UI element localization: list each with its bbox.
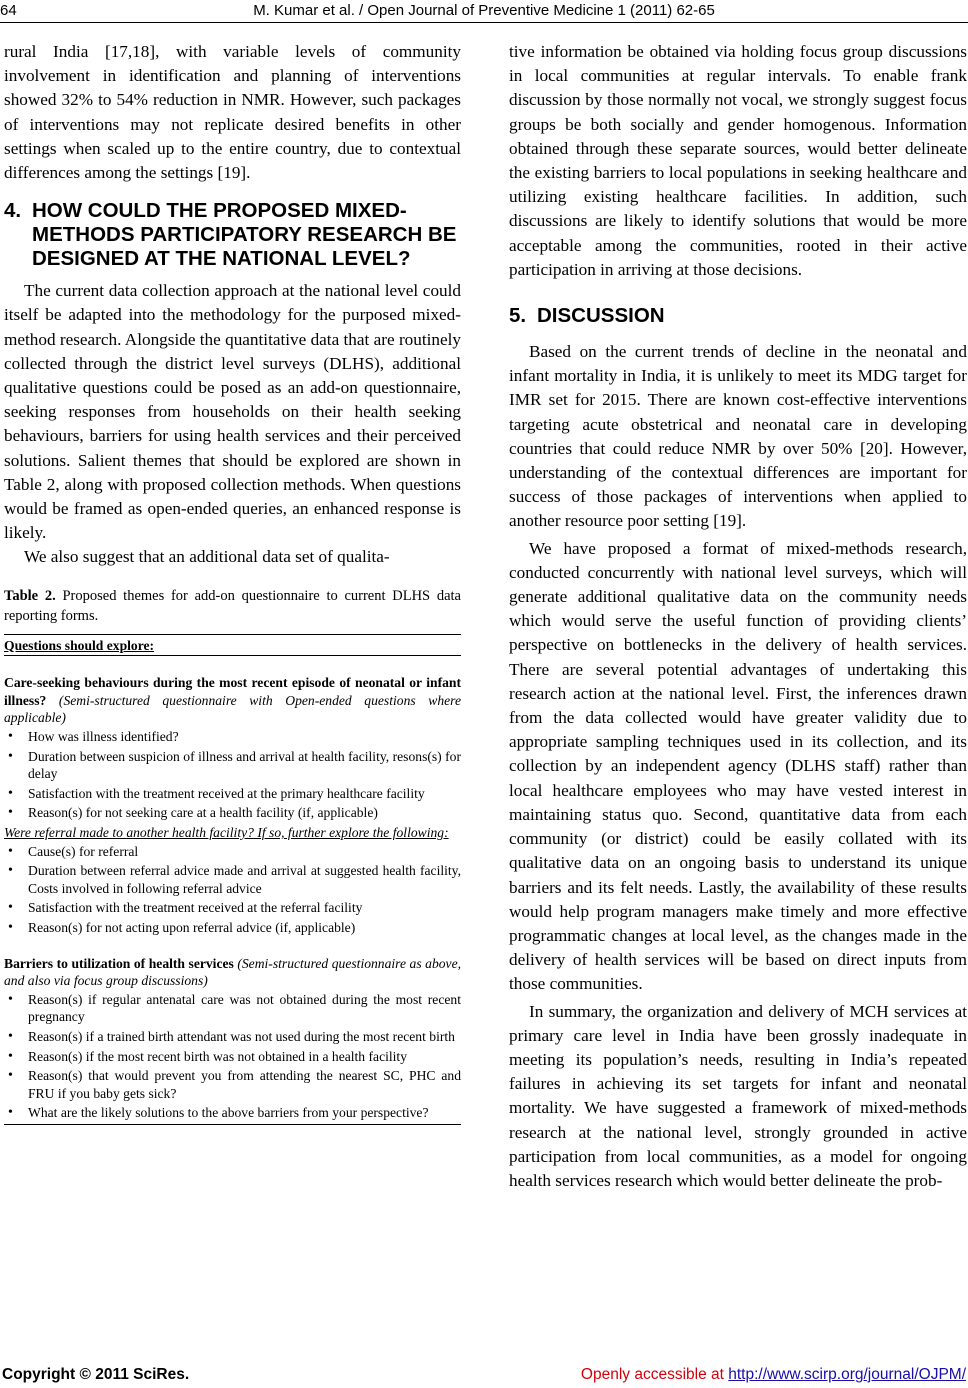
left-column (4, 40, 461, 1125)
table-caption (4, 586, 461, 626)
table-caption-text: Proposed themes for add-on questionnaire to current DLHS data reporting forms. (4, 587, 461, 624)
discussion-paragraph-3: In summary, the organization and delivery of MCH services at primary care level in India have been grossly inadequate in meeting its population’s needs, resulting in India’s repeated failures in achieving its set targets for infant and neonatal mortality. We have suggested a framework of mixed-methods research at the national level, strongly grounded in active participation from local communities, as a model for ongoing health services research which would better delineate the prob- (509, 1001, 967, 1190)
section-4-title: HOW COULD THE PROPOSED MIXED-METHODS PARTICIPATORY RESEARCH BE DESIGNED AT THE NATIONAL LEVEL? (32, 199, 457, 271)
list-item: • Satisfaction with the treatment received at the referral facility (4, 899, 461, 917)
referral-prompt: Were referral made to another health facility? If so, further explore the following: (4, 825, 449, 840)
page-footer (0, 1366, 968, 1386)
table-group-care-seeking (4, 674, 461, 727)
list-item: • Reason(s) for not acting upon referral advice (if, applicable) (4, 919, 461, 937)
copyright: Copyright © 2011 SciRes. (2, 1366, 190, 1383)
intro-paragraph: rural India [17,18], with variable levels of community involvement in identification and planning of interventions showed 32% to 54% reduction in NMR. However, such packages of interventions may not replicate desired benefits in other settings when scaled up to the entire country, due to contextual differences among the settings [19]. (4, 42, 461, 183)
section-5-heading (509, 304, 967, 328)
journal-link[interactable]: http://www.scirp.org/journal/OJPM/ (728, 1366, 966, 1383)
list-item: • Reason(s) if a trained birth attendant was not used during the most recent birth (4, 1028, 461, 1046)
group-1-method: (Semi-structured questionnaire with Open-ended questions where applicable) (4, 692, 461, 726)
open-access-note (581, 1366, 966, 1384)
list-item: • Duration between suspicion of illness and arrival at health facility, resons(s) for delay (4, 748, 461, 783)
running-title: M. Kumar et al. / Open Journal of Preventive Medicine 1 (2011) 62-65 (253, 2, 715, 19)
section-4-number: 4. (4, 199, 22, 223)
section-4-heading (4, 199, 461, 271)
section-5-title: DISCUSSION (537, 304, 665, 328)
list-item: • Reason(s) if regular antenatal care was not obtained during the most recent pregnancy (4, 991, 461, 1026)
referral-list (4, 843, 461, 937)
table-bottom-rule (4, 1124, 461, 1125)
group-1-title: Care-seeking behaviours during the most recent episode of neonatal or infant illness? (4, 675, 461, 708)
list-item: • Reason(s) for not seeking care at a health facility (if, applicable) (4, 804, 461, 822)
list-item: • Reason(s) if the most recent birth was not obtained in a health facility (4, 1048, 461, 1066)
group-2-title: Barriers to utilization of health services (4, 955, 234, 971)
table-group-barriers (4, 955, 461, 990)
open-access-label: Openly accessible at (580, 1366, 724, 1383)
table-2 (4, 586, 461, 1125)
list-item: • Satisfaction with the treatment received at the primary healthcare facility (4, 785, 461, 803)
list-item: • Reason(s) that would prevent you from attending the nearest SC, PHC and FRU if you baby gets sick? (4, 1067, 461, 1102)
list-item: • What are the likely solutions to the above barriers from your perspective? (4, 1104, 461, 1122)
section-4-paragraph-1: The current data collection approach at the national level could itself be adapted into the methodology for the purposed mixed-method research. Alongside the quantitative data that are routinely collected through the district level surveys (DLHS), additional qualitative questions could be posed as an add-on questionnaire, seeking responses from households on their health seeking behaviours, barriers for using health services and their perceived solutions. Salient themes that should be explored are shown in Table 2, along with proposed collection methods. When questions would be framed as open-ended queries, an enhanced response is likely. (4, 281, 461, 543)
continued-paragraph: tive information be obtained via holding focus group discussions in local communities at regular intervals. To enable frank discussion by those normally not vocal, we strongly suggest focus groups be both socially and gender homogenous. Information obtained through these separate sources, would better delineate the existing barriers to local populations in seeking healthcare and utilizing existing healthcare facilities. In addition, such discussions are likely to identify solutions that would be more acceptable among the communities, rooted in their active participation in arriving at those decisions. (509, 42, 967, 279)
list-item: • How was illness identified? (4, 728, 461, 746)
section-5-number: 5. (509, 304, 527, 328)
header-divider (0, 22, 968, 23)
right-column (509, 40, 967, 1193)
list-item: • Cause(s) for referral (4, 843, 461, 861)
group-2-list (4, 991, 461, 1122)
table-caption-label: Table 2. (4, 587, 56, 604)
table-header: Questions should explore: (4, 637, 155, 653)
discussion-paragraph-2: We have proposed a format of mixed-methods research, conducted concurrently with national level surveys, which will generate additional qualitative data on the community needs which would serve the useful function of providing clients’ perspective on bottlenecks in the delivery of health services. There are several potential advantages of undertaking this research action at the national level. First, the inferences drawn from the data collected would have greater validity due to appropriate sampling techniques used in its collection, and its collection by an independent agency (DLHS staff) rather than local healthcare employees who may have vested interest in maintaining status quo. Second, quantitative data from each community (or district) could be easily collated with its qualitative data on an ongoing basis to understand its unique barriers and its felt needs. Lastly, the availability of these results would help program managers make timely and more effective programmatic changes at local level, as the changes made in the delivery of health services will be based on direct inputs from those communities. (509, 538, 967, 994)
group-1-list (4, 728, 461, 822)
list-item: • Duration between referral advice made and arrival at suggested health facility, Costs involved in following referral advice (4, 862, 461, 897)
page-number: 64 (0, 2, 17, 19)
group-2-method: (Semi-structured questionnaire as above, and also via focus group discussions) (4, 955, 462, 989)
table-header-rule (4, 655, 461, 656)
section-4-paragraph-2: We also suggest that an additional data set of qualita- (24, 547, 390, 567)
discussion-paragraph-1: Based on the current trends of decline in the neonatal and infant mortality in India, it is unlikely to meet its MDG target for IMR set for 2015. There are known cost-effective interventions targeting acute obstetrical and neonatal care in developing countries that could reduce NMR by over 50% [20]. However, understanding of the contextual differences are important for success of those packages of interventions when applied to another resource poor setting [19]. (509, 342, 967, 531)
